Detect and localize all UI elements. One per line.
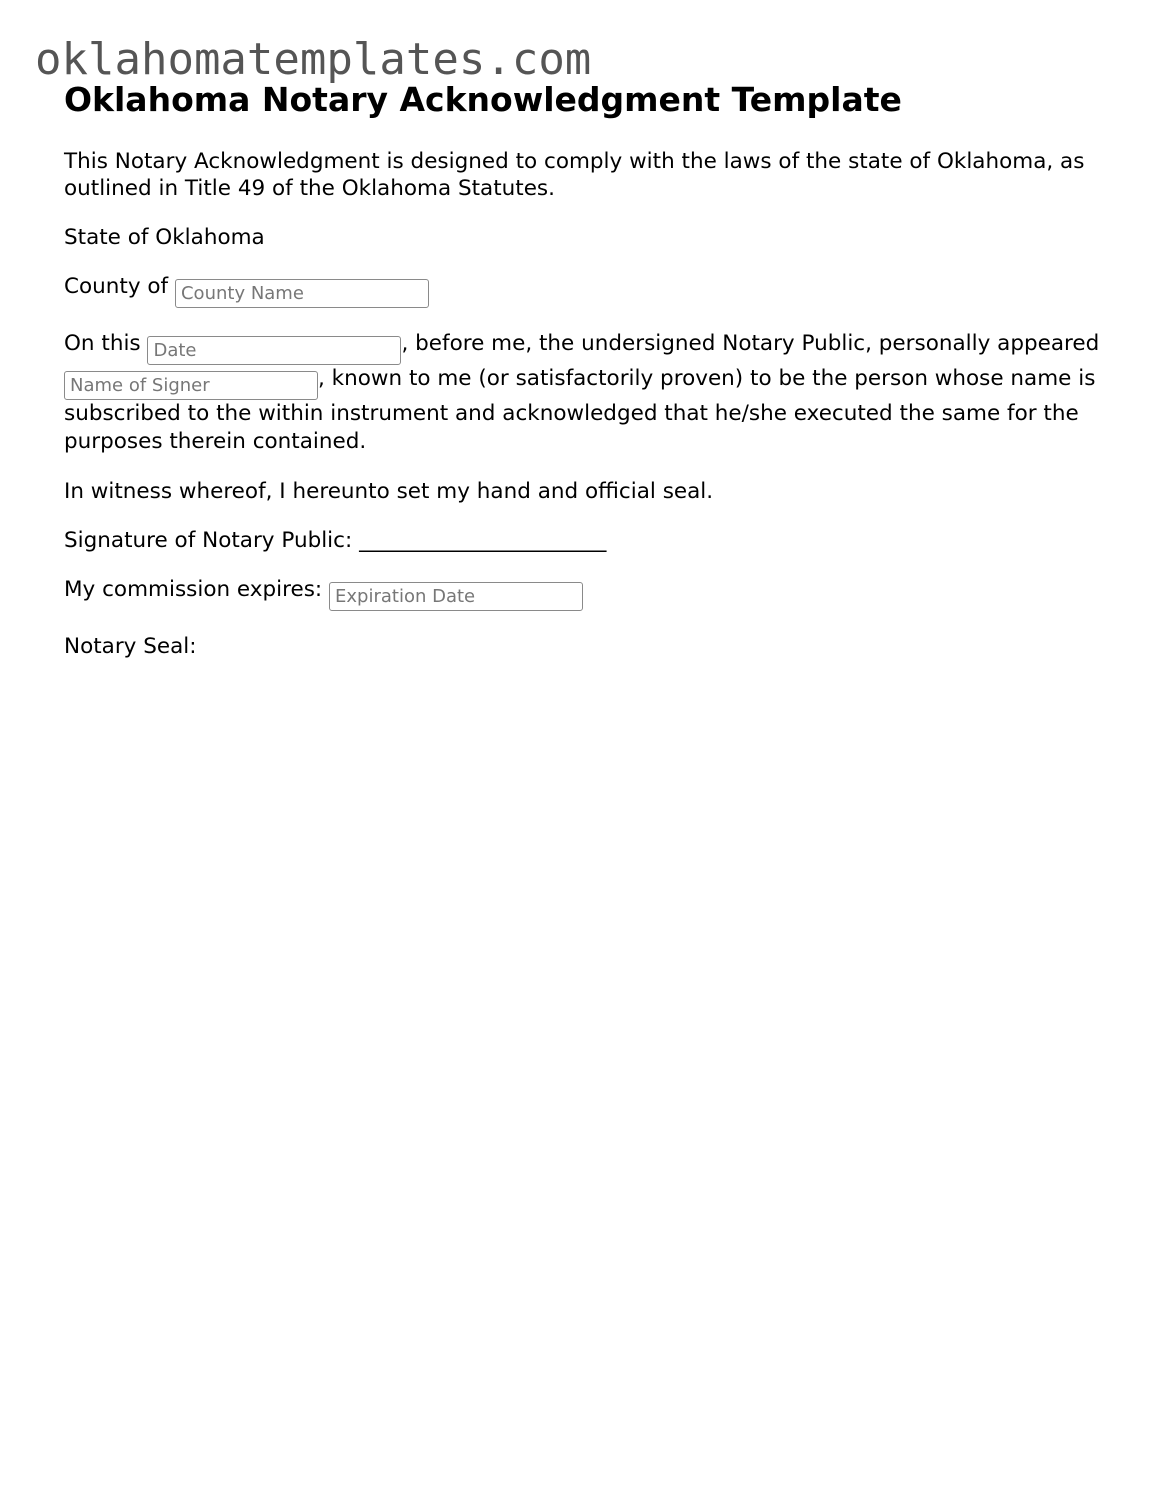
witness-statement: In witness whereof, I hereunto set my hand and official seal. (64, 479, 714, 504)
state-line: State of Oklahoma (64, 225, 265, 250)
on-this-text: On this (64, 331, 141, 356)
page-title: Oklahoma Notary Acknowledgment Template (64, 80, 902, 119)
signature-line (64, 527, 1104, 554)
acknowledgment-paragraph (64, 330, 1104, 456)
intro-paragraph: This Notary Acknowledgment is designed to comply with the laws of the state of Oklahoma, as outlined in Title 49 of the Oklahoma Statutes. (64, 149, 1085, 201)
notary-seal-label: Notary Seal: (64, 634, 197, 659)
signer-name-input[interactable] (64, 371, 318, 400)
signature-blank[interactable]: _______________________ (359, 528, 607, 553)
watermark: oklahomatemplates.com (35, 34, 592, 85)
document (64, 78, 1104, 660)
appeared-text: appeared (997, 331, 1100, 356)
commission-line (64, 576, 1104, 611)
expiration-date-input[interactable] (329, 582, 583, 611)
signature-label: Signature of Notary Public: (64, 528, 353, 553)
county-line (64, 273, 1104, 308)
county-label: County of (64, 274, 169, 299)
before-me-text: , before me, the undersigned Notary Public, personally (401, 331, 991, 356)
date-input[interactable] (147, 336, 401, 365)
commission-label: My commission expires: (64, 577, 323, 602)
acknowledgment-rest-text: , known to me (or satisfactorily proven) to be the person whose name is subscribed to the within instrument and acknowledged that he/she executed the same for the purposes therein contained. (64, 366, 1096, 454)
county-input[interactable] (175, 279, 429, 308)
